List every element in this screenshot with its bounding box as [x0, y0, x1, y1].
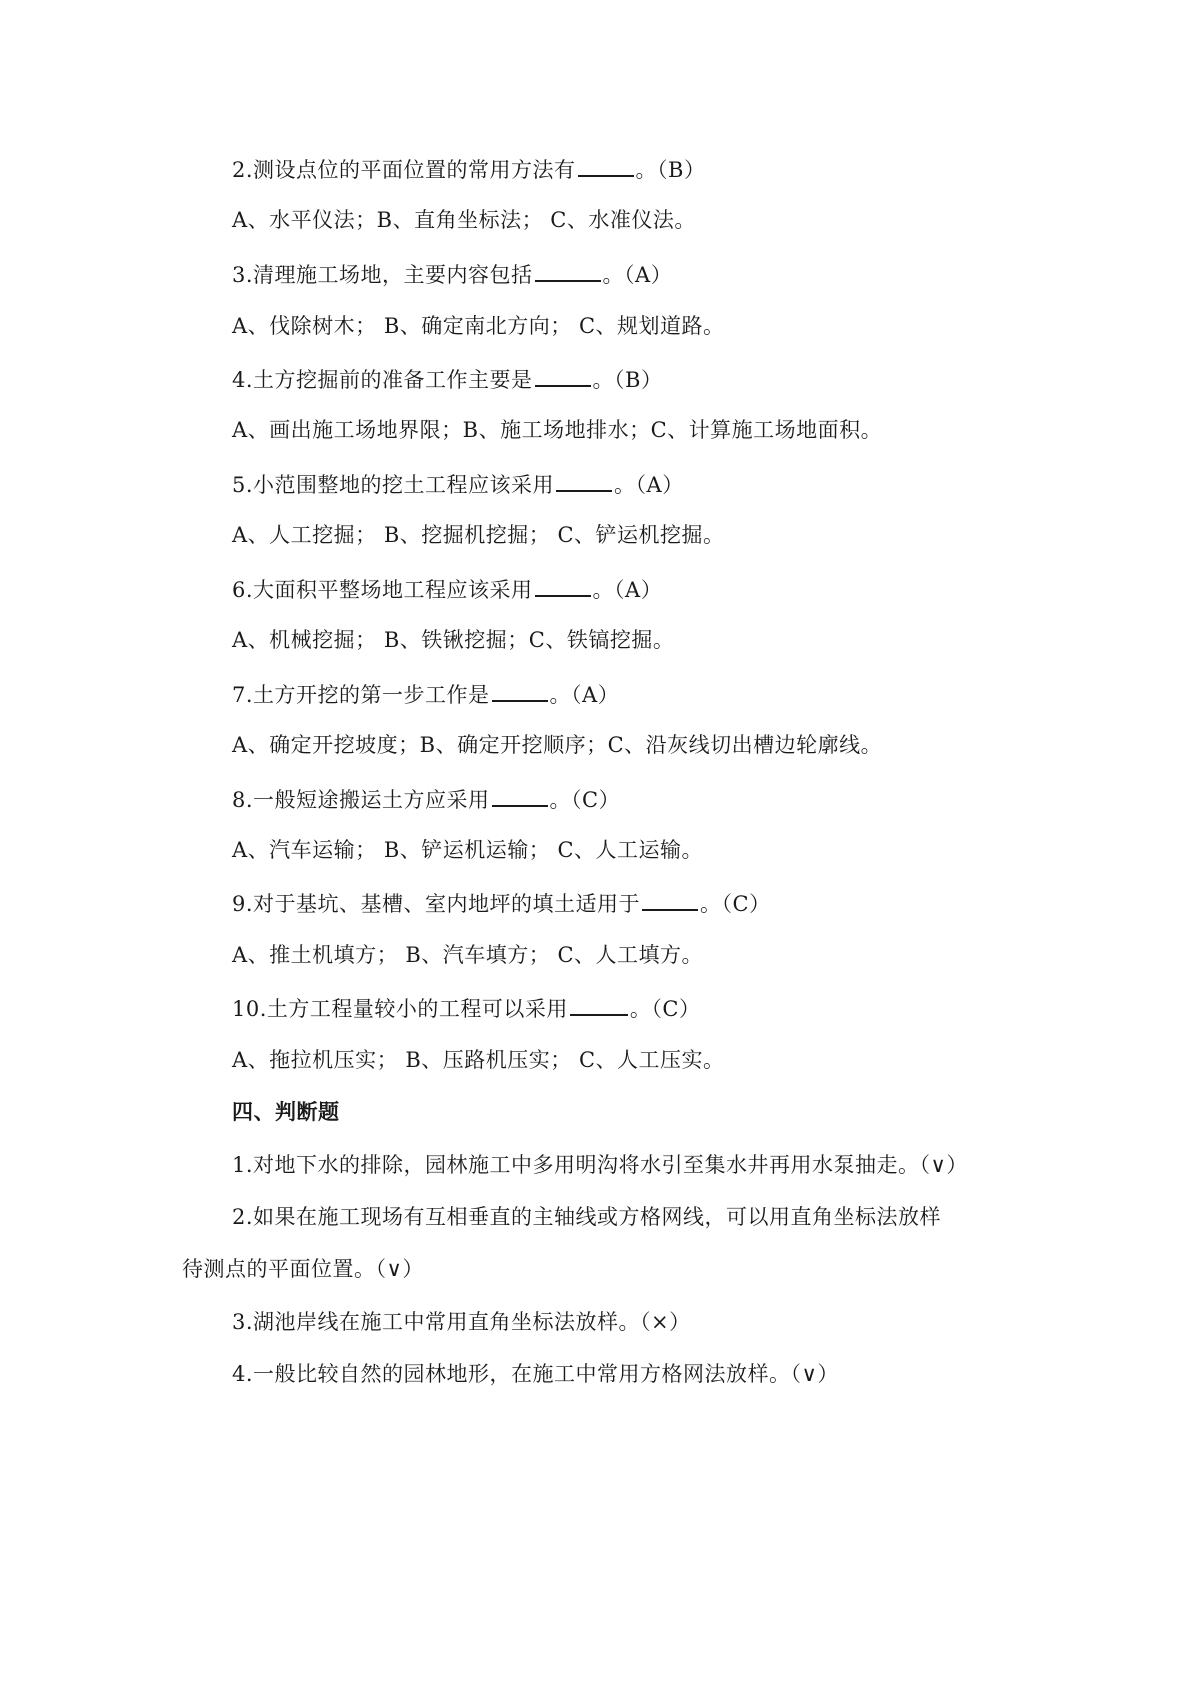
question-4-options: A、画出施工场地界限；B、施工场地排水；C、计算施工场地面积。 — [232, 418, 883, 442]
question-9-answer: 。（C） — [700, 892, 771, 916]
judgement-4: 4.一般比较自然的园林地形，在施工中常用方格网法放样。（∨） — [232, 1362, 839, 1386]
judgement-2-line-2: 待测点的平面位置。（∨） — [182, 1257, 424, 1281]
answer-blank — [556, 468, 612, 492]
question-10 — [232, 992, 700, 1024]
question-4-answer: 。（B） — [592, 368, 663, 392]
question-10-stem: 10.土方工程量较小的工程可以采用 — [232, 997, 568, 1021]
question-2 — [232, 153, 705, 185]
question-4 — [232, 363, 662, 395]
question-3 — [232, 258, 672, 290]
question-2-options: A、水平仪法；B、直角坐标法； C、水准仪法。 — [232, 208, 696, 232]
question-9 — [232, 887, 771, 919]
answer-blank — [535, 258, 601, 282]
question-2-answer: 。（B） — [635, 158, 706, 182]
question-8 — [232, 783, 620, 815]
question-8-answer: 。（C） — [549, 788, 621, 812]
question-8-options: A、汽车运输； B、铲运机运输； C、人工运输。 — [232, 838, 704, 862]
answer-blank — [492, 678, 548, 702]
answer-blank — [535, 573, 591, 597]
judgement-2-line-1: 2.如果在施工现场有互相垂直的主轴线或方格网线，可以用直角坐标法放样 — [232, 1205, 942, 1229]
question-6-options: A、机械挖掘； B、铁锹挖掘；C、铁镐挖掘。 — [232, 628, 675, 652]
judgement-3: 3.湖池岸线在施工中常用直角坐标法放样。（×） — [232, 1310, 691, 1334]
question-7 — [232, 678, 619, 710]
section-heading-judgement: 四、判断题 — [232, 1100, 340, 1124]
question-4-stem: 4.土方挖掘前的准备工作主要是 — [232, 368, 533, 392]
question-7-options: A、确定开挖坡度；B、确定开挖顺序；C、沿灰线切出槽边轮廓线。 — [232, 733, 883, 757]
question-7-stem: 7.土方开挖的第一步工作是 — [232, 683, 490, 707]
answer-blank — [570, 992, 628, 1016]
question-3-stem: 3.清理施工场地，主要内容包括 — [232, 263, 533, 287]
question-10-options: A、拖拉机压实； B、压路机压实； C、人工压实。 — [232, 1048, 725, 1072]
question-9-stem: 9.对于基坑、基槽、室内地坪的填土适用于 — [232, 892, 641, 916]
question-5-answer: 。（A） — [614, 473, 684, 497]
judgement-1: 1.对地下水的排除，园林施工中多用明沟将水引至集水井再用水泵抽走。（∨） — [232, 1153, 968, 1177]
question-5 — [232, 468, 684, 500]
question-2-stem: 2.测设点位的平面位置的常用方法有 — [232, 158, 576, 182]
answer-blank — [492, 783, 548, 807]
question-3-options: A、伐除树木； B、确定南北方向； C、规划道路。 — [232, 314, 725, 338]
question-3-answer: 。（A） — [602, 263, 673, 287]
answer-blank — [642, 887, 698, 911]
question-6 — [232, 573, 662, 605]
question-8-stem: 8.一般短途搬运土方应采用 — [232, 788, 490, 812]
question-6-stem: 6.大面积平整场地工程应该采用 — [232, 578, 533, 602]
answer-blank — [578, 153, 634, 177]
answer-blank — [535, 363, 591, 387]
question-5-options: A、人工挖掘； B、挖掘机挖掘； C、铲运机挖掘。 — [232, 523, 725, 547]
question-6-answer: 。（A） — [592, 578, 663, 602]
question-5-stem: 5.小范围整地的挖土工程应该采用 — [232, 473, 555, 497]
question-9-options: A、推土机填方； B、汽车填方； C、人工填方。 — [232, 943, 704, 967]
question-7-answer: 。（A） — [549, 683, 620, 707]
question-10-answer: 。（C） — [629, 997, 701, 1021]
